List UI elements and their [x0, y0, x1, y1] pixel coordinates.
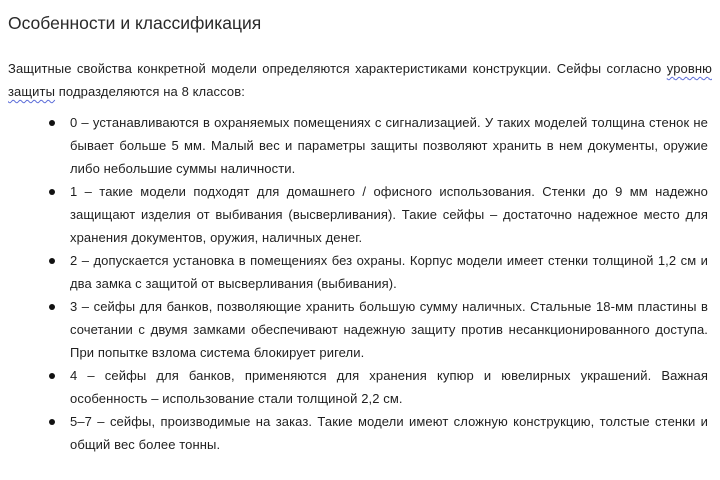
- list-item-text: 4 – сейфы для банков, применяются для хранения купюр и ювелирных украшений. Важная особенность – использование стали толщиной 2,2 см.: [70, 368, 708, 406]
- bullet-icon: [49, 419, 55, 425]
- list-item: [8, 111, 712, 180]
- bullet-icon: [49, 120, 55, 126]
- list-item: [8, 410, 712, 456]
- list-item-text: 0 – устанавливаются в охраняемых помещениях с сигнализацией. У таких моделей толщина стенок не бывает больше 5 мм. Малый вес и параметры защиты позволяют хранить в нем документы, оружие либо небольшие суммы наличности.: [70, 115, 708, 176]
- list-item-text: 2 – допускается установка в помещениях без охраны. Корпус модели имеет стенки толщиной 1,2 см и два замка с защитой от высверливания (выбивания).: [70, 253, 708, 291]
- list-item-text: 1 – такие модели подходят для домашнего / офисного использования. Стенки до 9 мм надежно защищают изделия от выбивания (высверливания). Такие сейфы – достаточно надежное место для хранения документов, оружия, наличных денег.: [70, 184, 708, 245]
- bullet-icon: [49, 189, 55, 195]
- list-item-text: 5–7 – сейфы, производимые на заказ. Такие модели имеют сложную конструкцию, толстые стенки и общий вес более тонны.: [70, 414, 708, 452]
- list-item: [8, 180, 712, 249]
- safe-classes-list: [8, 111, 712, 456]
- list-item: [8, 295, 712, 364]
- list-item: [8, 364, 712, 410]
- bullet-icon: [49, 258, 55, 264]
- bullet-icon: [49, 304, 55, 310]
- intro-text-start: Защитные свойства конкретной модели определяются характеристиками конструкции. Сейфы согласно: [8, 61, 667, 76]
- intro-underlined-term[interactable]: уровню защиты: [8, 61, 712, 99]
- intro-text-end: подразделяются на 8 классов:: [55, 84, 245, 99]
- intro-paragraph: [8, 57, 712, 103]
- list-item-text: 3 – сейфы для банков, позволяющие хранить большую сумму наличных. Стальные 18-мм пластины в сочетании с двумя замками обеспечивают надежную защиту против несанкционированного доступа. При попытке взлома система блокирует ригели.: [70, 299, 708, 360]
- section-heading: Особенности и классификация: [8, 13, 262, 33]
- list-item: [8, 249, 712, 295]
- bullet-icon: [49, 373, 55, 379]
